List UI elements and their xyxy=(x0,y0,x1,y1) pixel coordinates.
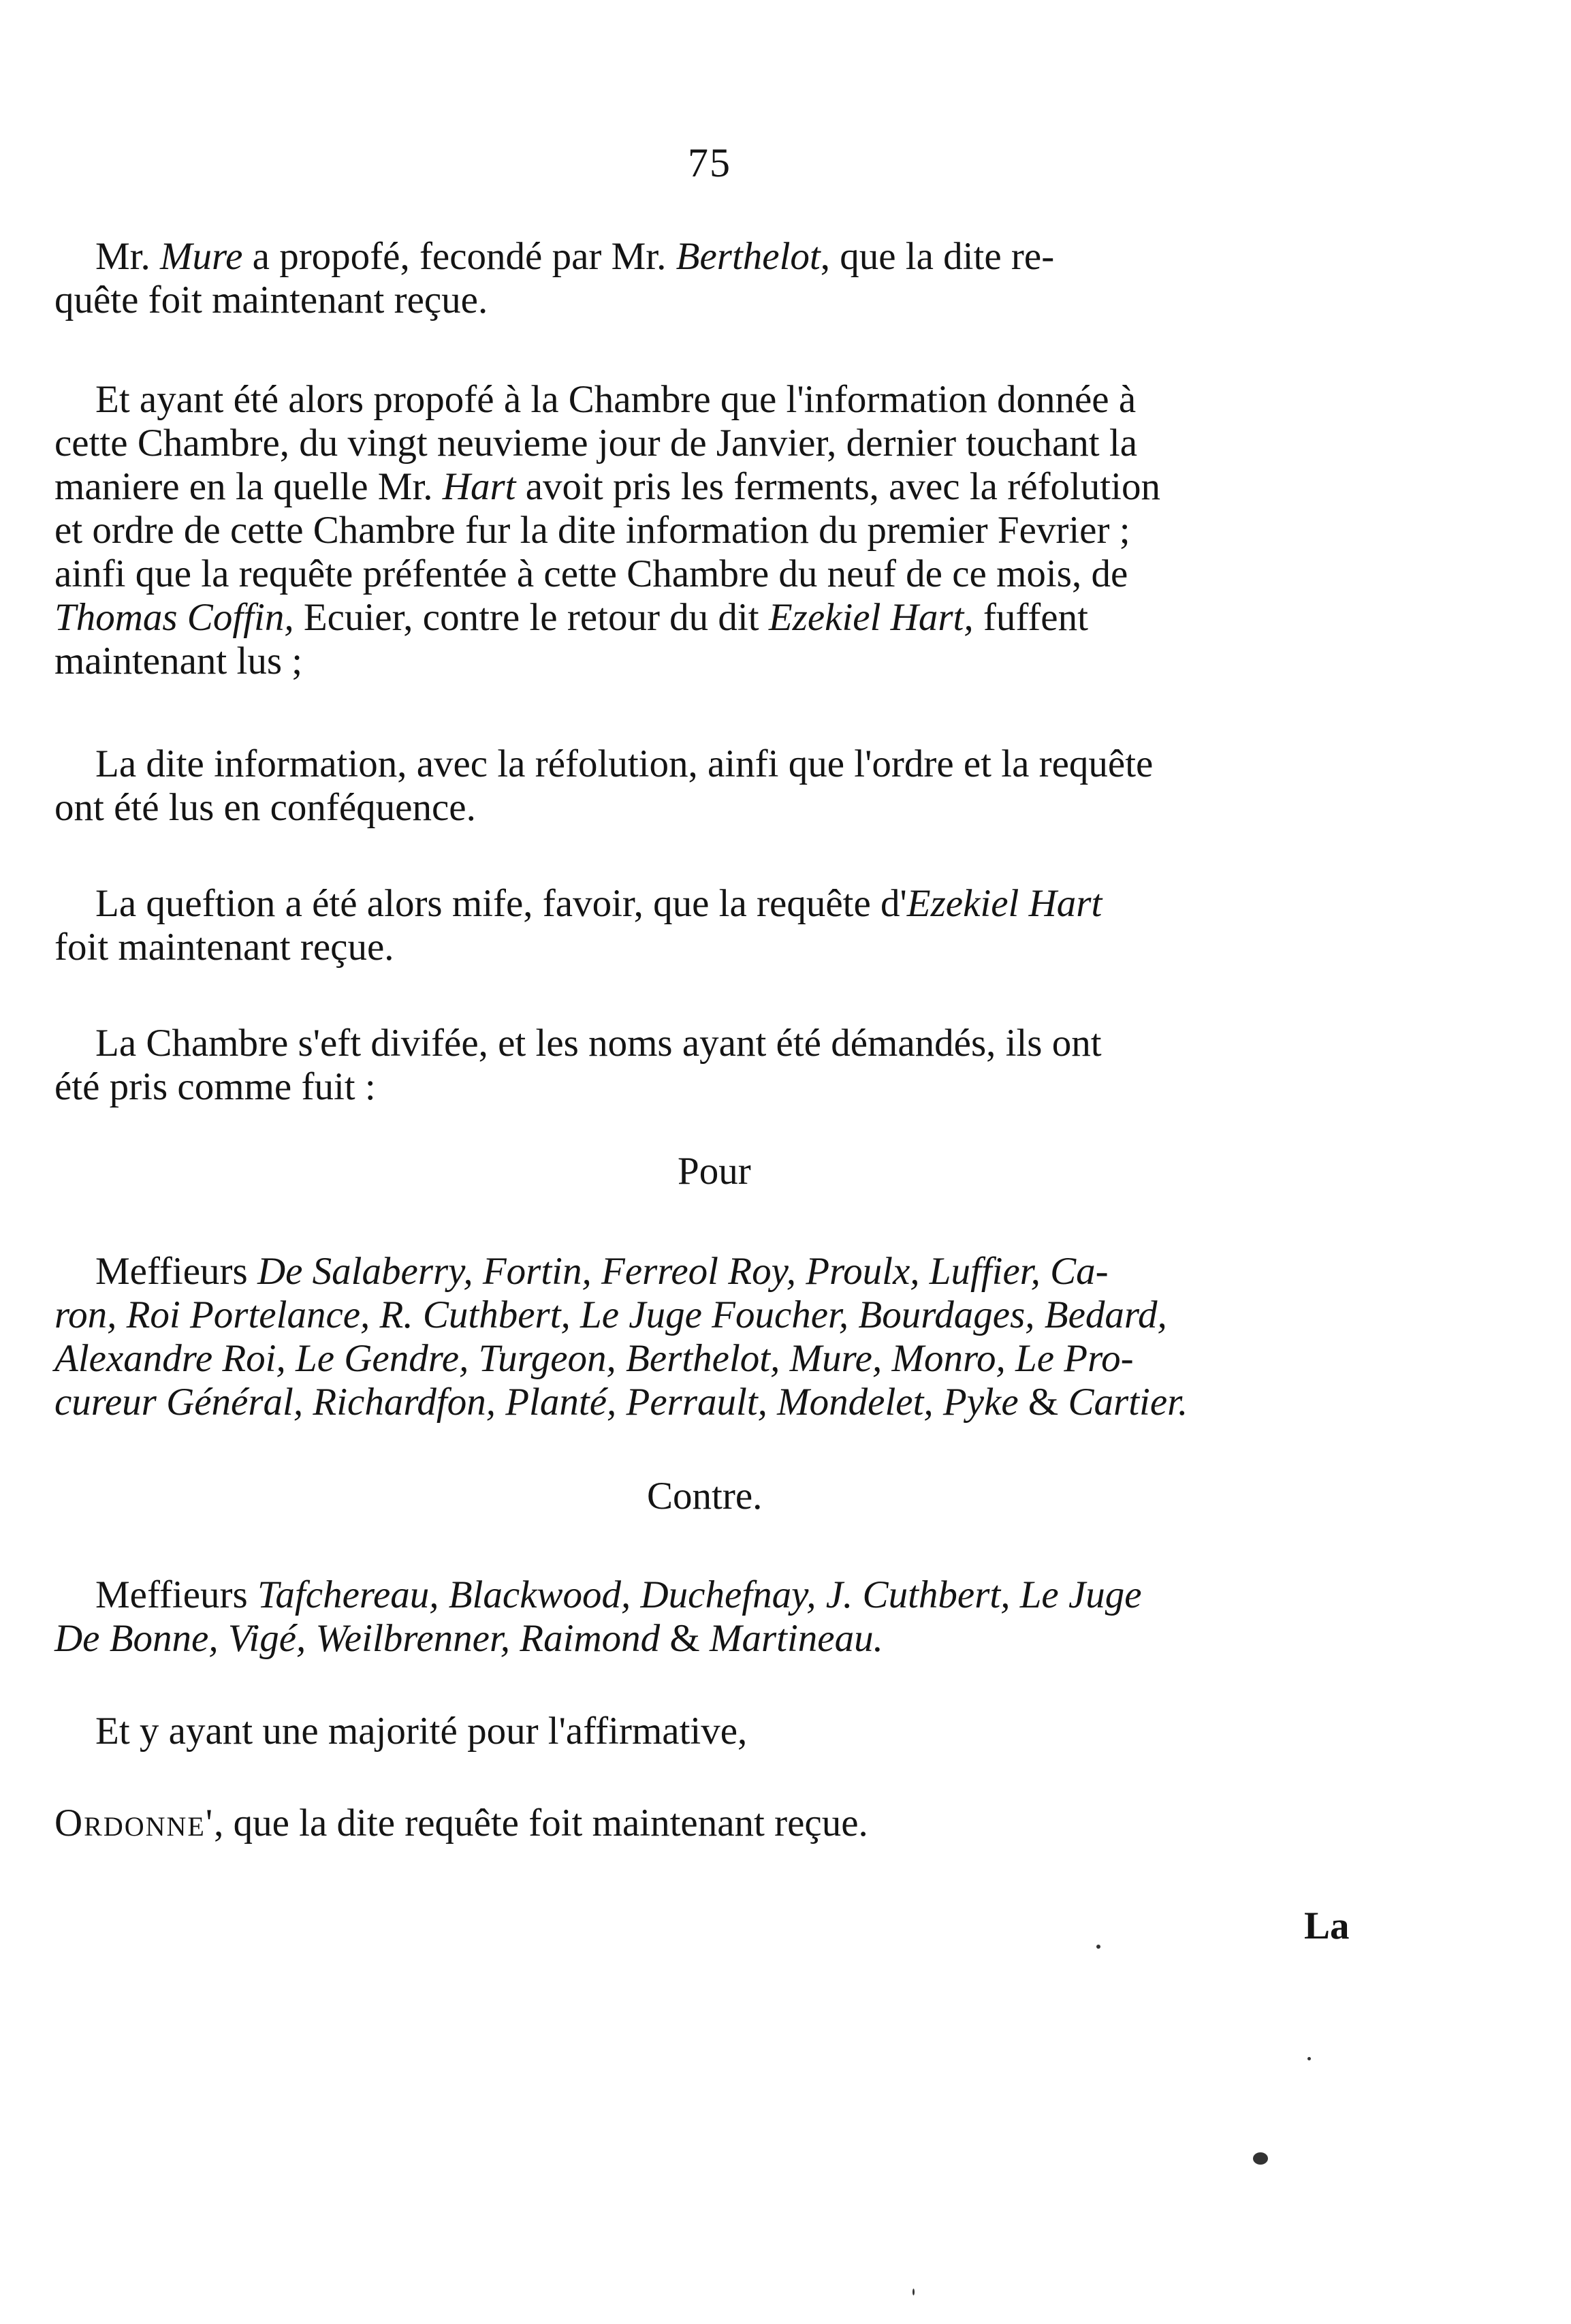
text-line: maniere en la quelle Mr. Hart avoit pris les ferments, avec la réfolution xyxy=(54,465,1160,508)
text-line: De Bonne, Vigé, Weilbrenner, Raimond & Martineau. xyxy=(54,1617,883,1660)
text-line: Et y ayant une majorité pour l'affirmative, xyxy=(95,1710,748,1753)
text-line: ron, Roi Portelance, R. Cuthbert, Le Juge Foucher, Bourdages, Bedard, xyxy=(54,1293,1167,1336)
order-paragraph xyxy=(54,1802,1369,1845)
ink-speck xyxy=(913,2289,915,2295)
text-line: Et ayant été alors propofé à la Chambre que l'information donnée à xyxy=(95,378,1137,421)
catchword: La xyxy=(1304,1904,1350,1947)
ink-speck xyxy=(1253,2152,1268,2165)
text-line: Thomas Coffin, Ecuier, contre le retour du dit Ezekiel Hart, fuffent xyxy=(54,596,1088,639)
text-line: Meffieurs De Salaberry, Fortin, Ferreol Roy, Proulx, Luffier, Ca- xyxy=(95,1250,1109,1293)
majority-paragraph xyxy=(54,1710,1369,1753)
text-line: Alexandre Roi, Le Gendre, Turgeon, Berthelot, Mure, Monro, Le Pro- xyxy=(54,1337,1134,1380)
proposal-paragraph xyxy=(54,378,1369,683)
text-line: ainfi que la requête préfentée à cette Chambre du neuf de ce mois, de xyxy=(54,552,1128,595)
contre-names xyxy=(54,1573,1369,1661)
text-line: La queftion a été alors mife, favoir, que la requête d'Ezekiel Hart xyxy=(95,882,1102,925)
division-paragraph xyxy=(54,1022,1369,1109)
text-line: maintenant lus ; xyxy=(54,640,303,682)
text-line: cureur Général, Richardfon, Planté, Perrault, Mondelet, Pyke & Cartier. xyxy=(54,1381,1188,1424)
text-line: Mr. Mure a propofé, fecondé par Mr. Berthelot, que la dite re- xyxy=(95,235,1055,278)
pour-names xyxy=(54,1250,1369,1424)
motion-paragraph xyxy=(54,235,1369,322)
text-line: cette Chambre, du vingt neuvieme jour de Janvier, dernier touchant la xyxy=(54,422,1137,465)
text-line: La dite information, avec la réfolution, ainfi que l'ordre et la requête xyxy=(95,742,1154,785)
text-line: et ordre de cette Chambre fur la dite information du premier Fevrier ; xyxy=(54,509,1130,552)
ink-speck xyxy=(1307,2057,1311,2060)
text-line: quête foit maintenant reçue. xyxy=(54,279,488,321)
question-paragraph xyxy=(54,882,1369,969)
text-line: été pris comme fuit : xyxy=(54,1065,376,1108)
contre-heading: Contre. xyxy=(647,1475,763,1518)
text-line: Ordonne', que la dite requête foit maintenant reçue. xyxy=(54,1802,868,1844)
reading-paragraph xyxy=(54,742,1369,830)
text-line: foit maintenant reçue. xyxy=(54,926,394,969)
pour-heading: Pour xyxy=(678,1150,751,1193)
page-number: 75 xyxy=(688,140,731,185)
ink-speck xyxy=(1096,1945,1100,1949)
text-line: La Chambre s'eft divifée, et les noms ayant été démandés, ils ont xyxy=(95,1022,1102,1065)
text-line: ont été lus en conféquence. xyxy=(54,786,476,829)
text-line: Meffieurs Tafchereau, Blackwood, Duchefnay, J. Cuthbert, Le Juge xyxy=(95,1573,1142,1616)
